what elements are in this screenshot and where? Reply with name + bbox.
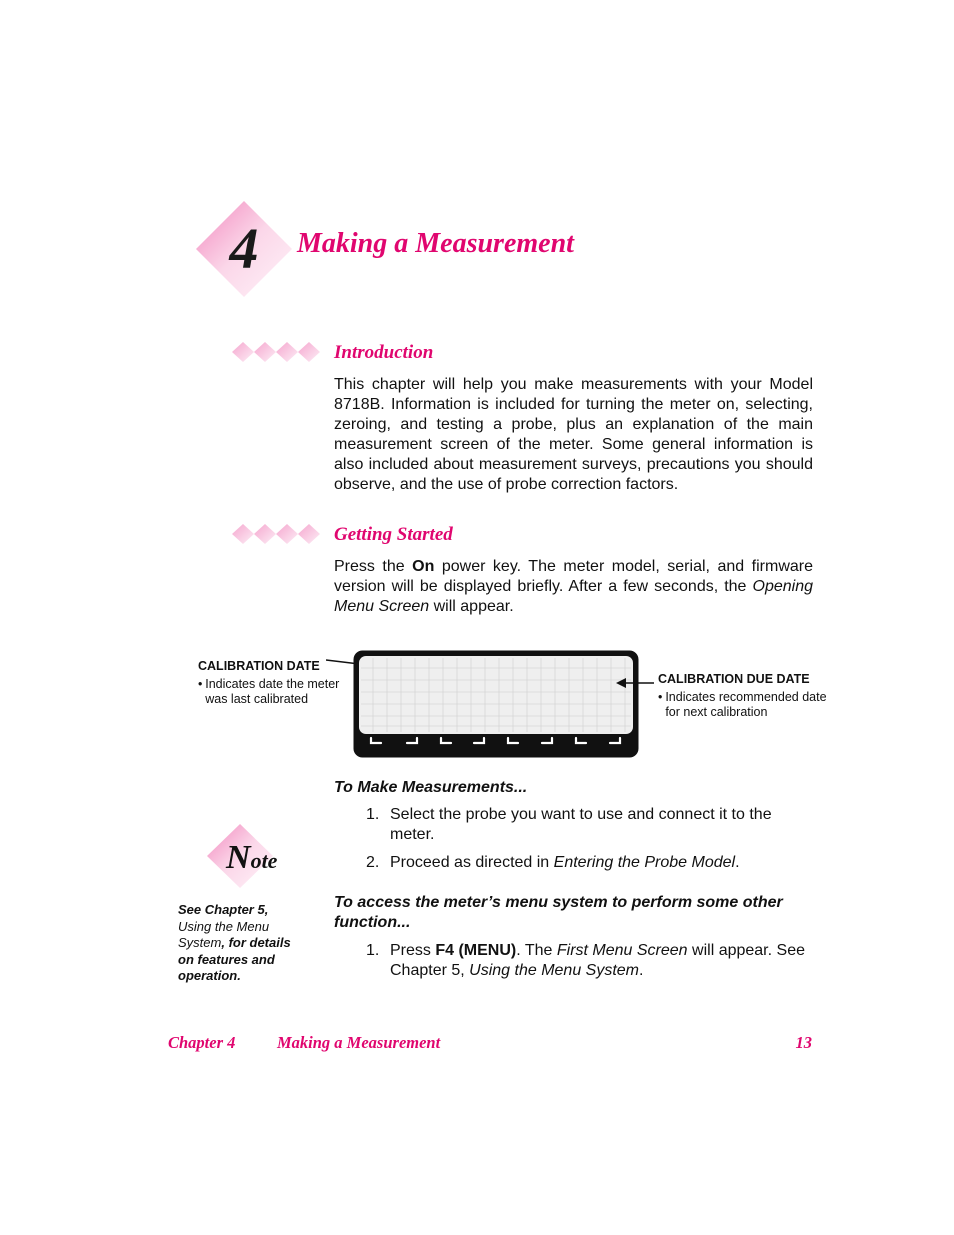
note-title: Note [226,839,278,876]
using-menu-system-ref: Using the Menu System [469,962,640,979]
section-diamonds-icon [232,342,322,362]
first-menu-screen-ref: First Menu Screen [556,942,688,959]
callout-text: Indicates recommended date for next calibration [665,690,827,719]
procedure-heading-menu-system: To access the meter’s menu system to perform some other function... [334,894,783,931]
menu-system-ref: Using the Menu System [178,918,270,950]
footer-chapter-label: Chapter 4 [168,1033,236,1052]
callout-text: Indicates date the meter was last calibrated [205,677,340,706]
section-heading-getting-started: Getting Started [334,524,453,545]
page-number: 13 [795,1033,812,1052]
procedure-step: 1. Select the probe you want to use and connect it to the meter. [366,806,772,843]
callout-title: CALIBRATION DUE DATE [658,672,810,686]
procedure-heading-make-measurements: To Make Measurements... [334,779,528,796]
f4-menu-key: F4 (MENU) [435,942,517,959]
arrow-left-icon [614,676,656,690]
procedure-step: 2. Proceed as directed in Entering the Probe Model. [366,854,740,871]
introduction-paragraph: This chapter will help you make measurements with your Model 8718B. Information is included for turning the meter on, selecting, zeroing, and testing a probe, plus an explanation of the main measurement screen of the meter. Some general information is also included about measurement surveys, precautions you should observe, and the use of probe correction factors. [334,376,813,493]
probe-model-ref: Entering the Probe Model [553,854,736,871]
note-body: See Chapter 5, Using the Menu System, for details on features and operation. [178,902,291,983]
section-heading-introduction: Introduction [334,342,434,363]
callout-title: CALIBRATION DATE [198,659,320,673]
footer-chapter-title: Making a Measurement [277,1033,441,1052]
procedure-step: 1. Press F4 (MENU). The First Menu Screen will appear. See Chapter 5, Using the Menu System. [366,942,805,979]
callout-calibration-date: CALIBRATION DATE • Indicates date the meter was last calibrated [198,658,350,707]
meter-screen-illustration [353,650,639,758]
getting-started-paragraph: Press the On power key. The meter model, serial, and firmware version will be displayed briefly. After a few seconds, the Opening Menu Screen will appear. [334,558,813,615]
callout-calibration-due-date: CALIBRATION DUE DATE • Indicates recommended date for next calibration [658,672,827,719]
section-diamonds-icon [232,524,322,544]
opening-menu-screen-ref: Opening Menu Screen [334,578,813,615]
chapter-title: Making a Measurement [297,228,574,259]
on-key-label: On [412,558,435,575]
chapter-number: 4 [229,216,259,281]
